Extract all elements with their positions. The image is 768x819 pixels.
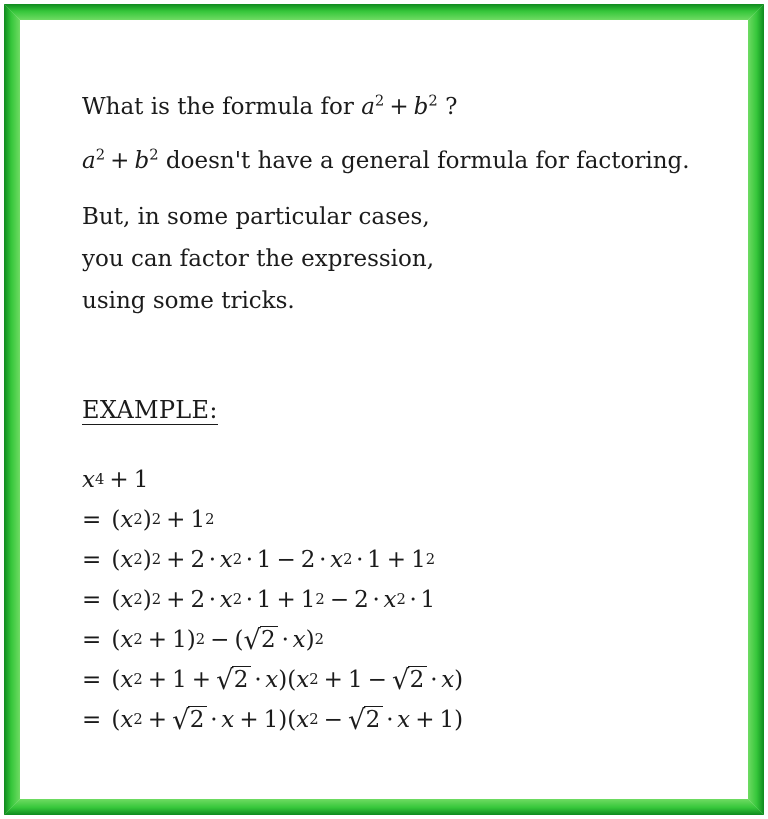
- eq6-dot2: ·: [430, 666, 438, 693]
- question-exp-b: 2: [428, 92, 438, 110]
- equation-row-4: = ( x 2 ) 2 + 2 · x 2 · 1 + 1 2 − 2 · x 2 · 1: [82, 586, 436, 613]
- eq2-equals: =: [82, 506, 102, 533]
- eq6-lparen1: (: [111, 666, 121, 693]
- note-line-2: you can factor the expression,: [82, 246, 435, 272]
- equation-row-7: = ( x 2 + √2 · x + 1 ) ( x 2 − √2 · x + 1 ): [82, 704, 464, 736]
- eq5-sqrt: [243, 626, 278, 654]
- eq6-plus1: +: [147, 666, 168, 693]
- eq4-one1: 1: [256, 586, 272, 613]
- eq6-one1: 1: [172, 666, 187, 693]
- question-mark: ?: [445, 94, 458, 120]
- example-heading-label: EXAMPLE:: [82, 396, 218, 424]
- eq7-rparen2: ): [454, 706, 464, 733]
- equation-row-6: = ( x 2 + 1 + √2 · x ) ( x 2 + 1 − √2 · x ): [82, 664, 464, 696]
- eq3-dot1: ·: [208, 546, 217, 573]
- eq3-one1: 1: [256, 546, 272, 573]
- eq7-plus1: +: [147, 706, 168, 733]
- eq3-one2: 1: [367, 546, 382, 573]
- eq3-two2: 2: [300, 546, 316, 573]
- eq5-dot: ·: [281, 626, 289, 653]
- eq3-dot4: ·: [356, 546, 364, 573]
- eq2-x: x: [120, 506, 134, 533]
- eq6-sqrt2: [392, 666, 427, 694]
- question-prefix: What is the formula for: [82, 94, 362, 120]
- eq7-rparen1: ): [278, 706, 288, 733]
- eq7-sqrt2: [348, 706, 383, 734]
- eq3-lparen: (: [111, 546, 121, 573]
- radical-icon: √: [172, 704, 190, 736]
- eq4-x2: x: [219, 586, 233, 613]
- eq3-dot3: ·: [319, 546, 327, 573]
- eq1-one: 1: [133, 466, 149, 493]
- eq4-dot2: ·: [245, 586, 254, 613]
- eq5-lparen1: (: [111, 626, 121, 653]
- eq5-x2: x: [292, 626, 306, 653]
- eq3-x1: x: [120, 546, 134, 573]
- eq5-minus: −: [210, 626, 230, 653]
- eq7-lparen2: (: [287, 706, 297, 733]
- answer-exp-a: 2: [95, 146, 106, 164]
- eq4-dot3: ·: [372, 586, 380, 613]
- eq6-x3: x: [296, 666, 310, 693]
- eq6-dot1: ·: [254, 666, 262, 693]
- eq3-x3: x: [330, 546, 344, 573]
- eq3-plus1: +: [166, 546, 186, 573]
- eq4-two1: 2: [190, 586, 206, 613]
- answer-line: [82, 146, 690, 174]
- eq7-one2: 1: [439, 706, 455, 733]
- eq7-sqrt1-arg: 2: [188, 706, 206, 731]
- question-var-a: a: [361, 94, 375, 120]
- eq7-dot2: ·: [386, 706, 394, 733]
- eq7-minus: −: [323, 706, 343, 733]
- eq2-rparen: ): [142, 506, 152, 533]
- example-heading: [82, 398, 218, 425]
- eq3-dot2: ·: [245, 546, 254, 573]
- question-line: [82, 92, 458, 120]
- eq4-one2: 1: [300, 586, 316, 613]
- eq3-plus2: +: [386, 546, 407, 573]
- eq6-x2: x: [265, 666, 279, 693]
- eq7-sqrt1: [172, 706, 207, 734]
- answer-text: doesn't have a general formula for factoring.: [165, 148, 690, 174]
- eq6-lparen2: (: [287, 666, 297, 693]
- eq4-one3: 1: [420, 586, 436, 613]
- eq5-sqrt-arg: 2: [260, 626, 278, 651]
- eq5-plus: +: [147, 626, 168, 653]
- eq4-rparen: ): [142, 586, 152, 613]
- eq6-sqrt1-arg: 2: [232, 666, 250, 691]
- eq5-equals: =: [82, 626, 102, 653]
- eq6-rparen2: ): [454, 666, 464, 693]
- eq7-plus3: +: [415, 706, 435, 733]
- eq5-rparen1: ): [186, 626, 196, 653]
- answer-exp-b: 2: [149, 146, 159, 164]
- eq7-x4: x: [397, 706, 411, 733]
- eq4-two2: 2: [354, 586, 369, 613]
- eq1-plus: +: [109, 466, 129, 493]
- equation-row-5: = ( x 2 + 1 ) 2 − ( √2 · x ) 2: [82, 624, 324, 656]
- eq3-minus: −: [276, 546, 296, 573]
- eq7-dot1: ·: [210, 706, 218, 733]
- eq7-x3: x: [296, 706, 310, 733]
- eq6-sqrt2-arg: 2: [408, 666, 426, 691]
- eq3-x2: x: [219, 546, 233, 573]
- radical-icon: √: [216, 664, 234, 696]
- eq4-x3: x: [383, 586, 397, 613]
- eq6-minus: −: [367, 666, 387, 693]
- eq4-equals: =: [82, 586, 102, 613]
- frame-border-left: [4, 4, 20, 815]
- answer-plus: +: [110, 148, 130, 174]
- eq3-two1: 2: [190, 546, 206, 573]
- eq5-x1: x: [120, 626, 134, 653]
- question-exp-a: 2: [374, 92, 385, 110]
- eq5-lparen2: (: [234, 626, 244, 653]
- question-var-b: b: [413, 94, 429, 120]
- eq4-dot1: ·: [208, 586, 217, 613]
- radical-icon: √: [392, 664, 410, 696]
- note-line-3: using some tricks.: [82, 288, 295, 314]
- eq7-sqrt2-arg: 2: [364, 706, 382, 731]
- note-line-1: But, in some particular cases,: [82, 204, 430, 230]
- frame-border-bottom: [4, 799, 764, 815]
- equation-list: [82, 460, 463, 740]
- eq6-rparen1: ): [278, 666, 288, 693]
- eq7-lparen1: (: [111, 706, 121, 733]
- answer-var-a: a: [82, 148, 96, 174]
- question-plus: +: [389, 94, 409, 120]
- eq3-equals: =: [82, 546, 102, 573]
- frame-border-top: [4, 4, 764, 20]
- radical-icon: √: [347, 704, 366, 736]
- eq7-one1: 1: [263, 706, 279, 733]
- eq4-plus2: +: [276, 586, 296, 613]
- eq6-x4: x: [441, 666, 455, 693]
- eq7-plus2: +: [239, 706, 259, 733]
- eq4-lparen: (: [111, 586, 121, 613]
- eq4-minus: −: [329, 586, 350, 613]
- eq3-rparen: ): [142, 546, 152, 573]
- eq2-lparen: (: [111, 506, 121, 533]
- eq1-x: x: [82, 466, 95, 493]
- eq2-plus: +: [166, 506, 186, 533]
- eq4-dot4: ·: [409, 586, 417, 613]
- eq6-x1: x: [120, 666, 134, 693]
- equation-row-1: x 4 + 1: [82, 466, 149, 493]
- eq7-x2: x: [221, 706, 235, 733]
- answer-var-b: b: [134, 148, 150, 174]
- eq5-rparen2: ): [305, 626, 315, 653]
- content-area: [20, 20, 748, 799]
- equation-row-3: = ( x 2 ) 2 + 2 · x 2 · 1 − 2 · x 2 · 1 + 1 2: [82, 546, 436, 573]
- equation-row-2: = ( x 2 ) 2 + 1 2: [82, 506, 215, 533]
- eq4-plus1: +: [166, 586, 186, 613]
- eq6-sqrt1: [216, 666, 251, 694]
- eq7-equals: =: [82, 706, 102, 733]
- eq4-x1: x: [120, 586, 134, 613]
- eq7-x1: x: [120, 706, 134, 733]
- frame-border-right: [748, 4, 764, 815]
- eq6-one2: 1: [347, 666, 363, 693]
- radical-icon: √: [243, 624, 261, 656]
- eq2-one: 1: [190, 506, 206, 533]
- eq6-equals: =: [82, 666, 102, 693]
- eq6-plus2: +: [191, 666, 212, 693]
- eq6-plus3: +: [323, 666, 343, 693]
- eq3-one3: 1: [411, 546, 426, 573]
- eq5-one: 1: [172, 626, 187, 653]
